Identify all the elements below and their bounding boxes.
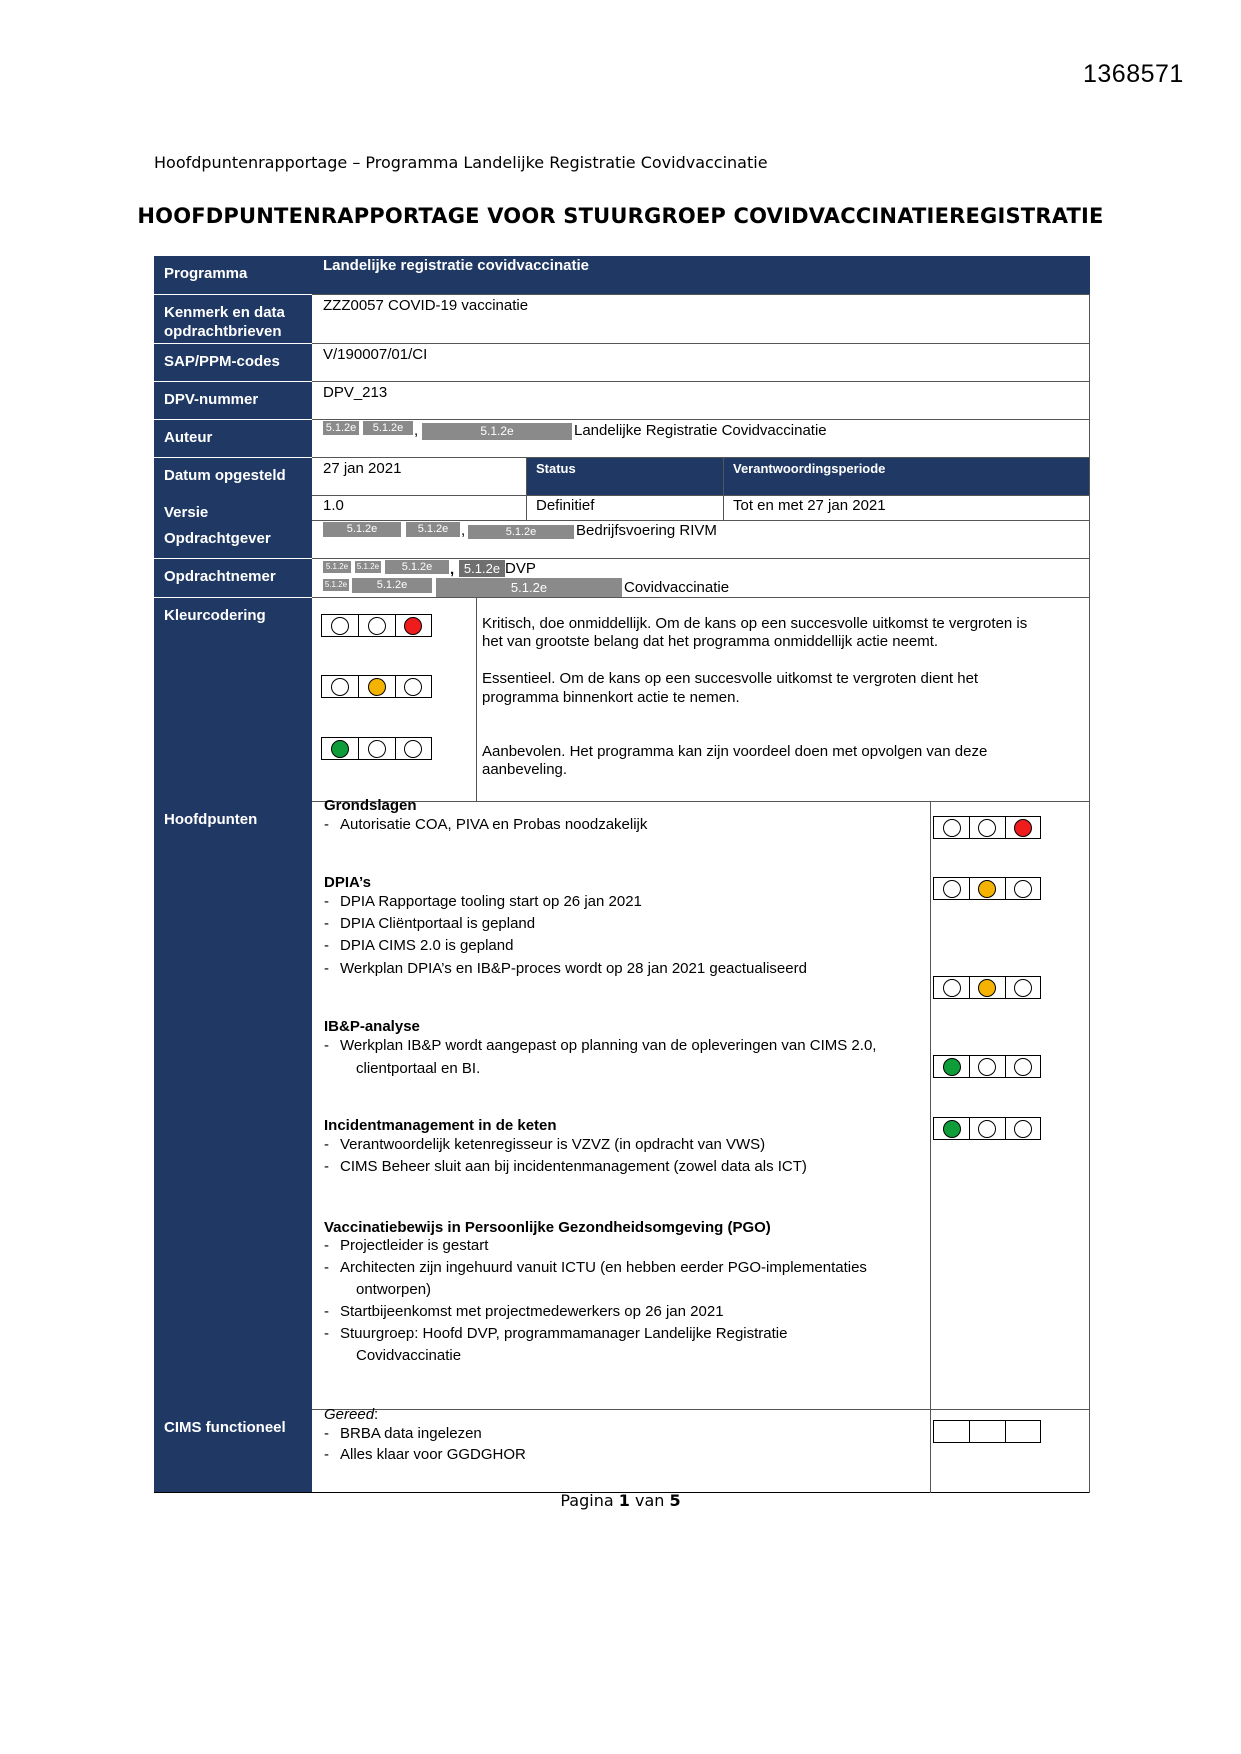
bullet-marker: - [324, 915, 329, 932]
bullet-item: DPIA CIMS 2.0 is gepland [340, 937, 514, 954]
redaction: 5.1.2e [385, 560, 449, 574]
light-cell [969, 817, 1004, 838]
light-cell [358, 676, 394, 697]
light-cell [322, 676, 358, 697]
label-kenmerk-line2: opdrachtbrieven [164, 323, 282, 340]
bullet-item-continued: clientportaal en BI. [356, 1060, 481, 1077]
section-title-dpias: DPIA’s [324, 874, 371, 891]
red-light-icon [1014, 819, 1032, 837]
red-light-icon [404, 617, 422, 635]
kleur-aanbevolen-line1: Aanbevolen. Het programma kan zijn voordeel doen met opvolgen van deze [482, 743, 988, 760]
bullet-item: Stuurgroep: Hoofd DVP, programmamanager Landelijke Registratie [340, 1325, 788, 1342]
opdrachtnemer-value: Covidvaccinatie [624, 579, 730, 596]
light-cell [934, 878, 969, 899]
white-light-icon [368, 617, 386, 635]
redaction: 5.1.2e [363, 421, 413, 435]
kleur-essentieel-line2: programma binnenkort actie te nemen. [482, 689, 740, 706]
sap-value: V/190007/01/CI [323, 346, 428, 363]
label-auteur: Auteur [154, 420, 312, 447]
page-title: HOOFDPUNTENRAPPORTAGE VOOR STUURGROEP COVIDVACCINATIEREGISTRATIE [137, 204, 1104, 228]
label-programma: Programma [154, 256, 312, 283]
amber-light-icon [368, 678, 386, 696]
section-title-ibp: IB&P-analyse [324, 1018, 420, 1035]
white-light-icon [404, 678, 422, 696]
traffic-light-empty [933, 1420, 1041, 1443]
light-cell [322, 738, 358, 759]
light-cell [934, 817, 969, 838]
bullet-marker: - [324, 937, 329, 954]
white-light-icon [943, 979, 961, 997]
light-cell [1005, 1056, 1040, 1077]
programma-value: Landelijke registratie covidvaccinatie [323, 257, 589, 274]
bullet-marker: - [324, 1303, 329, 1320]
light-cell [1005, 878, 1040, 899]
white-light-icon [368, 740, 386, 758]
light-cell [395, 615, 431, 636]
label-kenmerk [154, 295, 312, 341]
section-title-pgo: Vaccinatiebewijs in Persoonlijke Gezondheidsomgeving (PGO) [324, 1219, 771, 1236]
redaction: 5.1.2e [406, 522, 460, 537]
kleur-kritisch-line1: Kritisch, doe onmiddellijk. Om de kans op een succesvolle uitkomst te vergroten is [482, 615, 1028, 632]
bullet-item: DPIA Rapportage tooling start op 26 jan 2021 [340, 893, 642, 910]
green-light-icon [943, 1120, 961, 1138]
label-sap: SAP/PPM-codes [154, 344, 312, 371]
amber-light-icon [978, 979, 996, 997]
light-cell [969, 878, 1004, 899]
bullet-marker: - [324, 1158, 329, 1175]
light-cell [934, 1421, 969, 1442]
redaction: 5.1.2e [422, 423, 572, 440]
opdrachtgever-value: Bedrijfsvoering RIVM [576, 522, 717, 539]
white-light-icon [943, 819, 961, 837]
traffic-light [321, 675, 432, 698]
dpv-value: DPV_213 [323, 384, 388, 401]
light-cell [1005, 817, 1040, 838]
light-cell [969, 1118, 1004, 1139]
light-cell [969, 1421, 1004, 1442]
bullet-item: Autorisatie COA, PIVA en Probas noodzakelijk [340, 816, 648, 833]
redaction: 5.1.2e [356, 562, 380, 571]
section-title-incident: Incidentmanagement in de keten [324, 1117, 557, 1134]
traffic-light [933, 1055, 1041, 1078]
white-light-icon [404, 740, 422, 758]
light-cell [934, 1118, 969, 1139]
label-cims: CIMS functioneel [154, 1410, 312, 1437]
bullet-item: Architecten zijn ingehuurd vanuit ICTU (en hebben eerder PGO-implementaties [340, 1259, 867, 1276]
light-cell [358, 615, 394, 636]
bullet-item: Startbijeenkomst met projectmedewerkers op 26 jan 2021 [340, 1303, 724, 1320]
bullet-marker: - [324, 816, 329, 833]
white-light-icon [943, 880, 961, 898]
white-light-icon [1014, 979, 1032, 997]
traffic-light [933, 1117, 1041, 1140]
bullet-marker: - [324, 1037, 329, 1054]
green-light-icon [331, 740, 349, 758]
redaction: 5.1.2e [323, 421, 359, 435]
white-light-icon [978, 819, 996, 837]
bullet-marker: - [324, 893, 329, 910]
traffic-light [933, 877, 1041, 900]
periode-value: Tot en met 27 jan 2021 [733, 497, 886, 514]
bullet-marker: - [324, 960, 329, 977]
white-light-icon [1014, 1120, 1032, 1138]
white-light-icon [331, 617, 349, 635]
label-dpv: DPV-nummer [154, 382, 312, 409]
light-cell [969, 1056, 1004, 1077]
amber-light-icon [978, 880, 996, 898]
light-cell [395, 738, 431, 759]
opdrachtnemer-comma: , [450, 561, 455, 578]
bullet-item: Alles klaar voor GGDGHOR [340, 1446, 526, 1463]
opdrachtnemer-dvp: DVP [505, 560, 536, 577]
white-light-icon [1014, 880, 1032, 898]
redaction: 5.1.2e [323, 561, 351, 573]
label-kleurcodering: Kleurcodering [154, 598, 312, 625]
datum-value: 27 jan 2021 [323, 460, 402, 477]
footer-total: 5 [669, 1491, 681, 1510]
footer-page: 1 [618, 1491, 630, 1510]
label-versie: Versie [154, 495, 312, 522]
bullet-item-continued: ontworpen) [356, 1281, 432, 1298]
white-light-icon [331, 678, 349, 696]
bullet-marker: - [324, 1237, 329, 1254]
light-cell [969, 977, 1004, 998]
bullet-item: CIMS Beheer sluit aan bij incidentenmanagement (zowel data als ICT) [340, 1158, 807, 1175]
label-opdrachtgever: Opdrachtgever [154, 521, 312, 548]
bullet-item: Werkplan DPIA’s en IB&P-proces wordt op 28 jan 2021 geactualiseerd [340, 960, 807, 977]
bullet-item-continued: Covidvaccinatie [356, 1347, 462, 1364]
white-light-icon [1014, 1058, 1032, 1076]
bullet-marker: - [324, 1136, 329, 1153]
light-cell [934, 977, 969, 998]
versie-value: 1.0 [323, 497, 344, 514]
status-value: Definitief [536, 497, 595, 514]
label-opdrachtnemer: Opdrachtnemer [154, 559, 312, 586]
bullet-marker: - [324, 1425, 329, 1442]
redaction: 5.1.2e [352, 578, 432, 593]
white-light-icon [978, 1120, 996, 1138]
label-datum: Datum opgesteld [154, 458, 312, 485]
light-cell [322, 615, 358, 636]
bullet-item: Verantwoordelijk ketenregisseur is VZVZ (in opdracht van VWS) [340, 1136, 766, 1153]
kleur-kritisch-line2: het van grootste belang dat het programma onmiddellijk actie neemt. [482, 633, 939, 650]
cims-status: Gereed [324, 1406, 375, 1423]
bullet-marker: - [324, 1259, 329, 1276]
light-cell [1005, 977, 1040, 998]
bullet-item: Werkplan IB&P wordt aangepast op planning van de opleveringen van CIMS 2.0, [340, 1037, 877, 1054]
auteur-value: Landelijke Registratie Covidvaccinatie [574, 422, 827, 439]
redaction: 5.1.2e [323, 522, 401, 537]
section-title-grondslagen: Grondslagen [324, 797, 417, 814]
bullet-item: DPIA Cliëntportaal is gepland [340, 915, 536, 932]
footer-prefix: Pagina [560, 1491, 619, 1510]
header-line: Hoofdpuntenrapportage – Programma Landelijke Registratie Covidvaccinatie [154, 153, 768, 172]
green-light-icon [943, 1058, 961, 1076]
auteur-comma: , [414, 422, 419, 439]
light-cell [1005, 1118, 1040, 1139]
traffic-light [321, 614, 432, 637]
light-cell [395, 676, 431, 697]
redaction: 5.1.2e [324, 580, 348, 589]
bullet-item: BRBA data ingelezen [340, 1425, 482, 1442]
redaction: 5.1.2e [459, 560, 505, 577]
status-header: Status [536, 461, 576, 476]
kenmerk-value: ZZZ0057 COVID-19 vaccinatie [323, 297, 529, 314]
bullet-item: Projectleider is gestart [340, 1237, 489, 1254]
light-cell [358, 738, 394, 759]
label-hoofdpunten: Hoofdpunten [154, 802, 312, 829]
document-id: 1368571 [1083, 60, 1184, 88]
light-cell [1005, 1421, 1040, 1442]
footer-middle: van [629, 1491, 670, 1510]
periode-header: Verantwoordingsperiode [733, 461, 886, 476]
kleur-essentieel-line1: Essentieel. Om de kans op een succesvolle uitkomst te vergroten dient het [482, 670, 979, 687]
kleur-aanbevolen-line2: aanbeveling. [482, 761, 568, 778]
opdrachtgever-comma: , [461, 522, 466, 539]
bullet-marker: - [324, 1446, 329, 1463]
label-kenmerk-line1: Kenmerk en data [164, 304, 285, 321]
bullet-marker: - [324, 1325, 329, 1342]
white-light-icon [978, 1058, 996, 1076]
traffic-light [321, 737, 432, 760]
traffic-light [933, 816, 1041, 839]
cims-status-colon: : [374, 1406, 379, 1423]
redaction: 5.1.2e [436, 578, 622, 597]
light-cell [934, 1056, 969, 1077]
traffic-light [933, 976, 1041, 999]
redaction: 5.1.2e [468, 525, 574, 539]
page-footer [0, 1491, 1241, 1510]
